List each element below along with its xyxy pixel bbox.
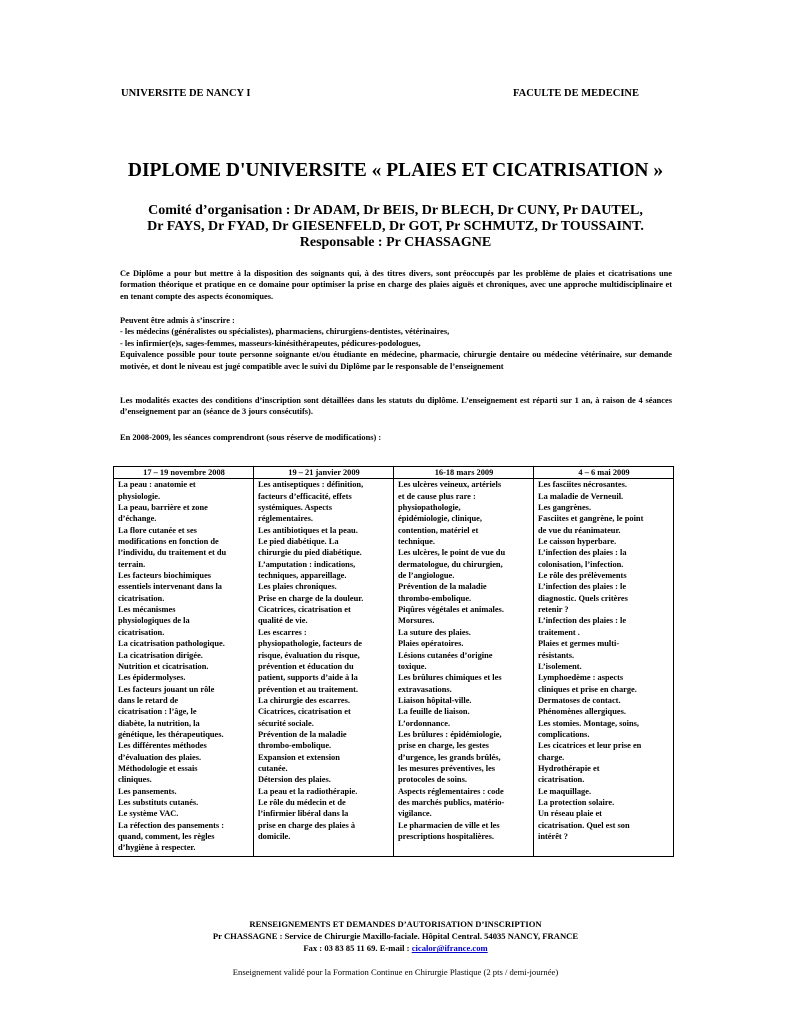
- topic-line: Le rôle des prélèvements: [538, 571, 627, 581]
- topic-line: prise en charge, les gestes: [398, 741, 489, 751]
- topic-line: Les plaies chroniques.: [258, 582, 337, 592]
- topic-line: colonisation, l’infection.: [538, 559, 624, 569]
- topic-line: facteurs d’efficacité, effets: [258, 491, 352, 501]
- topic-line: extravasations.: [398, 684, 452, 694]
- topic-line: et de cause plus rare :: [398, 491, 476, 501]
- topic-line: vigilance.: [398, 809, 432, 819]
- session-date: 19 – 21 janvier 2009: [254, 467, 394, 479]
- topic-line: Lymphoedème : aspects: [538, 673, 624, 683]
- topic-line: Nutrition et cicatrisation.: [118, 661, 209, 671]
- topic-line: Hydrothérapie et: [538, 763, 600, 773]
- topic-line: Cicatrices, cicatrisation et: [258, 605, 351, 615]
- topic-line: L’amputation : indications,: [258, 559, 356, 569]
- modalities-paragraph: Les modalités exactes des conditions d’inscription sont détaillées dans les statuts du diplôme. L’enseignement est réparti sur 1 an, à raison de 4 séances d’enseignement par an (séance de 3 jours consécutifs).: [120, 396, 672, 417]
- topic-line: La protection solaire.: [538, 797, 615, 807]
- topic-line: Morsures.: [398, 616, 435, 626]
- topic-line: La cicatrisation pathologique.: [118, 639, 225, 649]
- topic-line: Un réseau plaie et: [538, 809, 602, 819]
- topic-line: La peau, barrière et zone: [118, 503, 208, 513]
- session-topics-cell: [254, 479, 394, 856]
- equivalence-text: Equivalence possible pour toute personne soignante et/ou étudiante en médecine, pharmacie, chirurgie dentaire ou médecine vétérinaire, sur demande motivée, et dont le niveau est jugé compatible avec le suivi du Diplôme par le responsable de l’enseignement: [120, 350, 672, 371]
- topic-line: cicatrisation.: [538, 775, 585, 785]
- topic-line: physiopathologie,: [398, 503, 461, 513]
- committee-line-1: Comité d’organisation : Dr ADAM, Dr BEIS, Dr BLECH, Dr CUNY, Pr DAUTEL,: [148, 203, 643, 218]
- topic-line: domicile.: [258, 832, 291, 841]
- topic-line: Dermatoses de contact.: [538, 695, 621, 705]
- topic-line: prise en charge des plaies à: [258, 820, 356, 830]
- schedule-header-row: [114, 467, 674, 479]
- topic-line: d’urgence, les grands brûlés,: [398, 752, 501, 762]
- topic-line: protocoles de soins.: [398, 775, 467, 785]
- topic-line: Phénomènes allergiques.: [538, 707, 626, 717]
- contact-footer: [0, 918, 791, 955]
- topic-line: qualité de vie.: [258, 616, 308, 626]
- topic-line: La peau et la radiothérapie.: [258, 786, 358, 796]
- topic-line: d’échange.: [118, 514, 157, 524]
- topic-line: Les pansements.: [118, 786, 177, 796]
- topic-line: Les gangrènes.: [538, 503, 592, 513]
- topic-line: chirurgie du pied diabétique.: [258, 548, 362, 558]
- topic-line: Les substituts cutanés.: [118, 797, 199, 807]
- topic-line: Cicatrices, cicatrisation et: [258, 707, 351, 717]
- sessions-intro: En 2008-2009, les séances comprendront (sous réserve de modifications) :: [120, 433, 382, 442]
- admission-item: - les infirmier(e)s, sages-femmes, masseurs-kinésithérapeutes, pédicures-podologues,: [120, 338, 421, 348]
- topic-line: risque, évaluation du risque,: [258, 650, 360, 660]
- topic-line: d’évaluation des plaies.: [118, 752, 202, 762]
- topic-line: Lésions cutanées d’origine: [398, 650, 493, 660]
- topic-line: La suture des plaies.: [398, 627, 471, 637]
- topic-line: charge.: [538, 752, 565, 762]
- admission-heading: Peuvent être admis à s’inscrire :: [120, 316, 235, 325]
- topic-line: dermatologue, du chirurgien,: [398, 559, 503, 569]
- topic-line: Le pied diabétique. La: [258, 537, 339, 547]
- contact-heading: RENSEIGNEMENTS ET DEMANDES D’AUTORISATION D’INSCRIPTION: [249, 919, 542, 929]
- intro-paragraph: Ce Diplôme a pour but mettre à la disposition des soignants qui, à des titres divers, sont préoccupés par les problème de plaies et cicatrisations une formation théorique et pratique en ce domaine pour optimiser la prise en charge des plaies aiguës et chroniques, avec une approche multidisciplinaire et en tenant compte des aspects économiques.: [120, 269, 672, 301]
- topic-line: l’infirmier libéral dans la: [258, 809, 349, 819]
- topic-line: Expansion et extension: [258, 752, 340, 762]
- topic-line: sécurité sociale.: [258, 718, 314, 728]
- topic-line: L’ordonnance.: [398, 718, 451, 728]
- topic-line: complications.: [538, 729, 590, 739]
- committee-line-2: Dr FAYS, Dr FYAD, Dr GIESENFELD, Dr GOT, Pr SCHMUTZ, Dr TOUSSAINT.: [147, 219, 644, 234]
- topic-line: génétique, les thérapeutiques.: [118, 729, 224, 739]
- topic-line: L’infection des plaies : la: [538, 548, 627, 558]
- topic-line: Les mécanismes: [118, 605, 176, 615]
- topic-line: physiologie.: [118, 491, 161, 501]
- admission-paragraph: [120, 315, 672, 372]
- topic-line: contention, matériel et: [398, 525, 479, 535]
- topic-line: réglementaires.: [258, 514, 313, 524]
- schedule-table: [113, 466, 674, 857]
- session-topics-cell: [114, 479, 254, 856]
- topic-line: essentiels intervenant dans la: [118, 582, 222, 592]
- topic-line: technique.: [398, 537, 435, 547]
- topic-line: La cicatrisation dirigée.: [118, 650, 203, 660]
- topic-line: Les différentes méthodes: [118, 741, 207, 751]
- topic-line: thrombo-embolique.: [398, 593, 472, 603]
- topic-line: Les escarres :: [258, 627, 307, 637]
- topic-line: toxique.: [398, 661, 427, 671]
- topic-line: de vue du réanimateur.: [538, 525, 621, 535]
- topic-line: thrombo-embolique.: [258, 741, 332, 751]
- validation-note: Enseignement validé pour la Formation Continue en Chirurgie Plastique (2 pts / demi-journée): [232, 967, 559, 977]
- topic-line: épidémiologie, clinique,: [398, 514, 482, 524]
- topic-line: L’isolement.: [538, 661, 582, 671]
- topic-line: quand, comment, les règles: [118, 832, 215, 841]
- faculty-name: FACULTE DE MEDECINE: [513, 88, 640, 99]
- contact-address: Pr CHASSAGNE : Service de Chirurgie Maxillo-faciale. Hôpital Central. 54035 NANCY, FRANCE: [212, 931, 579, 942]
- topic-line: l’individu, du traitement et du: [118, 548, 227, 558]
- topic-line: les mesures préventives, les: [398, 763, 496, 773]
- topic-line: Prise en charge de la douleur.: [258, 593, 364, 603]
- topic-line: prescriptions hospitalières.: [398, 832, 495, 841]
- topic-line: Le rôle du médecin et de: [258, 797, 346, 807]
- topic-line: terrain.: [118, 559, 146, 569]
- topic-line: Les ulcères veineux, artériels: [398, 480, 502, 490]
- topic-line: Les antiseptiques : définition,: [258, 480, 364, 490]
- topic-line: cliniques et prise en charge.: [538, 684, 637, 694]
- university-name: UNIVERSITE DE NANCY I: [121, 88, 251, 99]
- topic-line: Les ulcères, le point de vue du: [398, 548, 506, 558]
- topic-line: Les facteurs biochimiques: [118, 571, 212, 581]
- topic-line: Les facteurs jouant un rôle: [118, 684, 215, 694]
- topic-line: résistants.: [538, 650, 575, 660]
- topic-line: Les épidermolyses.: [118, 673, 186, 683]
- topic-line: La flore cutanée et ses: [118, 525, 197, 535]
- email-link[interactable]: cicalor@ifrance.com: [411, 943, 488, 954]
- fax-label: Fax : 03 83 85 11 69. E-mail :: [303, 943, 412, 954]
- topic-line: dans le retard de: [118, 695, 179, 705]
- topic-line: Piqûres végétales et animales.: [398, 605, 504, 615]
- topic-line: Les antibiotiques et la peau.: [258, 525, 358, 535]
- topic-line: Les brûlures chimiques et les: [398, 673, 502, 683]
- topic-line: Méthodologie et essais: [118, 763, 198, 773]
- session-topics-cell: [534, 479, 674, 856]
- topic-line: modifications en fonction de: [118, 537, 219, 547]
- topic-line: Prévention de la maladie: [258, 729, 347, 739]
- topic-line: Le caisson hyperbare.: [538, 537, 617, 547]
- topic-line: diagnostic. Quels critères: [538, 593, 628, 603]
- topic-line: patient, supports d’aide à la: [258, 673, 358, 683]
- topic-line: La peau : anatomie et: [118, 480, 196, 490]
- topic-line: prévention et au traitement.: [258, 684, 359, 694]
- topic-line: Prévention de la maladie: [398, 582, 487, 592]
- topic-line: techniques, appareillage.: [258, 571, 347, 581]
- session-date: 16-18 mars 2009: [394, 467, 534, 479]
- topic-line: Les stomies. Montage, soins,: [538, 718, 639, 728]
- topic-line: Le système VAC.: [118, 809, 179, 819]
- contact-fax-email: [0, 942, 791, 954]
- topic-line: cicatrisation. Quel est son: [538, 820, 630, 830]
- topic-line: cicatrisation : l’âge, le: [118, 707, 197, 717]
- topic-line: La réfection des pansements :: [118, 820, 225, 830]
- topic-line: cliniques.: [118, 775, 152, 785]
- topic-line: Aspects réglementaires : code: [398, 786, 504, 796]
- topic-line: Liaison hôpital-ville.: [398, 695, 472, 705]
- topic-line: L’infection des plaies : le: [538, 616, 627, 626]
- topic-line: traitement .: [538, 627, 580, 637]
- topic-line: La chirurgie des escarres.: [258, 695, 350, 705]
- session-topics-cell: [394, 479, 534, 856]
- topic-line: cutanée.: [258, 763, 288, 773]
- topic-line: Les brûlures : épidémiologie,: [398, 729, 502, 739]
- topic-line: cicatrisation.: [118, 627, 165, 637]
- topic-line: Les fasciites nécrosantes.: [538, 480, 627, 490]
- session-date: 4 – 6 mai 2009: [534, 467, 674, 479]
- page-title: DIPLOME D'UNIVERSITE « PLAIES ET CICATRISATION »: [127, 160, 664, 181]
- topic-line: diabète, la nutrition, la: [118, 718, 200, 728]
- topic-line: Détersion des plaies.: [258, 775, 331, 785]
- committee-responsible: Responsable : Pr CHASSAGNE: [299, 235, 492, 250]
- topic-line: Fasciites et gangrène, le point: [538, 514, 644, 524]
- topic-line: Plaies et germes multi-: [538, 639, 620, 649]
- topic-line: Le maquillage.: [538, 786, 592, 796]
- topic-line: d’hygiène à respecter.: [118, 843, 196, 853]
- topic-line: Le pharmacien de ville et les: [398, 820, 500, 830]
- admission-item: - les médecins (généralistes ou spécialistes), pharmaciens, chirurgiens-dentistes, vétérinaires,: [120, 327, 450, 337]
- topic-line: La feuille de liaison.: [398, 707, 470, 717]
- topic-line: intérêt ?: [538, 832, 568, 841]
- topic-line: cicatrisation.: [118, 593, 165, 603]
- schedule-content-row: [114, 479, 674, 856]
- topic-line: prévention et éducation du: [258, 661, 354, 671]
- topic-line: L’infection des plaies : le: [538, 582, 627, 592]
- topic-line: La maladie de Verneuil.: [538, 491, 624, 501]
- topic-line: de l’angiologue.: [398, 571, 455, 581]
- topic-line: systémiques. Aspects: [258, 503, 332, 513]
- topic-line: physiologiques de la: [118, 616, 190, 626]
- topic-line: retenir ?: [538, 605, 569, 615]
- topic-line: des marchés publics, matério-: [398, 797, 505, 807]
- session-date: 17 – 19 novembre 2008: [114, 467, 254, 479]
- topic-line: Plaies opératoires.: [398, 639, 464, 649]
- topic-line: physiopathologie, facteurs de: [258, 639, 362, 649]
- topic-line: Les cicatrices et leur prise en: [538, 741, 642, 751]
- committee-block: [110, 203, 681, 251]
